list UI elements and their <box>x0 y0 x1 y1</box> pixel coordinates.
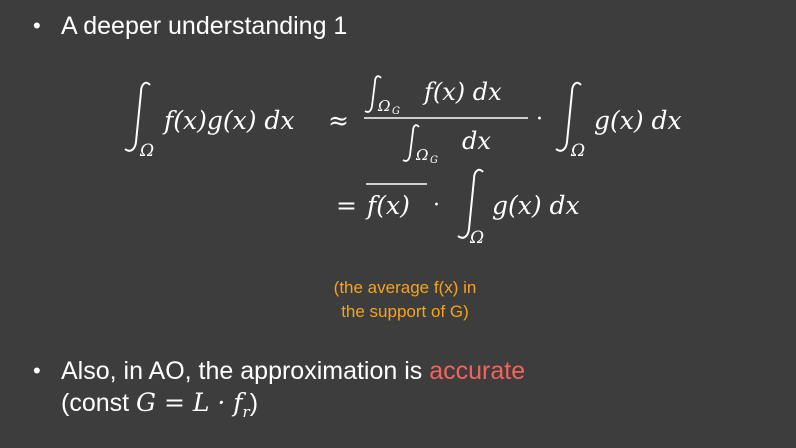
note-line-2: the support of G) <box>341 302 469 321</box>
denominator-domain: Ω <box>416 146 429 164</box>
approx-sign: ≈ <box>328 106 349 135</box>
lhs-domain: Ω <box>140 141 155 161</box>
bullet-1-text: A deeper understanding 1 <box>61 12 348 40</box>
dot-operator-2: · <box>433 193 440 218</box>
average-note <box>300 276 510 324</box>
lhs-integral <box>125 83 295 161</box>
const-equation: G = L · f <box>136 388 243 417</box>
note-line-1: (the average f(x) in <box>333 278 477 297</box>
bullet-dot-icon: • <box>33 358 41 383</box>
const-subscript: r <box>242 403 250 421</box>
numerator-domain: Ω <box>378 97 391 115</box>
lhs-integrand: f(x)g(x) dx <box>164 106 295 135</box>
denominator-integrand: dx <box>462 127 491 155</box>
rhs-integral-2 <box>458 170 580 248</box>
bullet-2-content <box>61 355 525 428</box>
dot-operator: · <box>536 107 543 132</box>
bullet-dot-icon: • <box>33 13 41 38</box>
numerator-integrand: f(x) dx <box>424 78 502 106</box>
bullet-2-line-2 <box>61 387 525 428</box>
rhs1-domain: Ω <box>571 141 586 161</box>
bullet-2 <box>33 355 525 428</box>
const-prefix: (const <box>61 389 137 417</box>
fbar-term: f(x) <box>367 191 410 220</box>
denominator-domain-sub: G <box>430 155 438 166</box>
rhs1-integrand: g(x) dx <box>594 106 682 135</box>
rhs2-integrand: g(x) dx <box>492 191 580 220</box>
rhs-integral-1 <box>556 83 682 161</box>
accurate-highlight: accurate <box>429 357 526 385</box>
const-suffix: ) <box>249 389 259 417</box>
bullet-2-text: Also, in AO, the approximation is <box>61 357 430 385</box>
numerator-domain-sub: G <box>392 106 400 117</box>
fraction <box>364 76 528 166</box>
equals-sign: = <box>336 191 357 220</box>
rhs2-domain: Ω <box>470 228 485 248</box>
